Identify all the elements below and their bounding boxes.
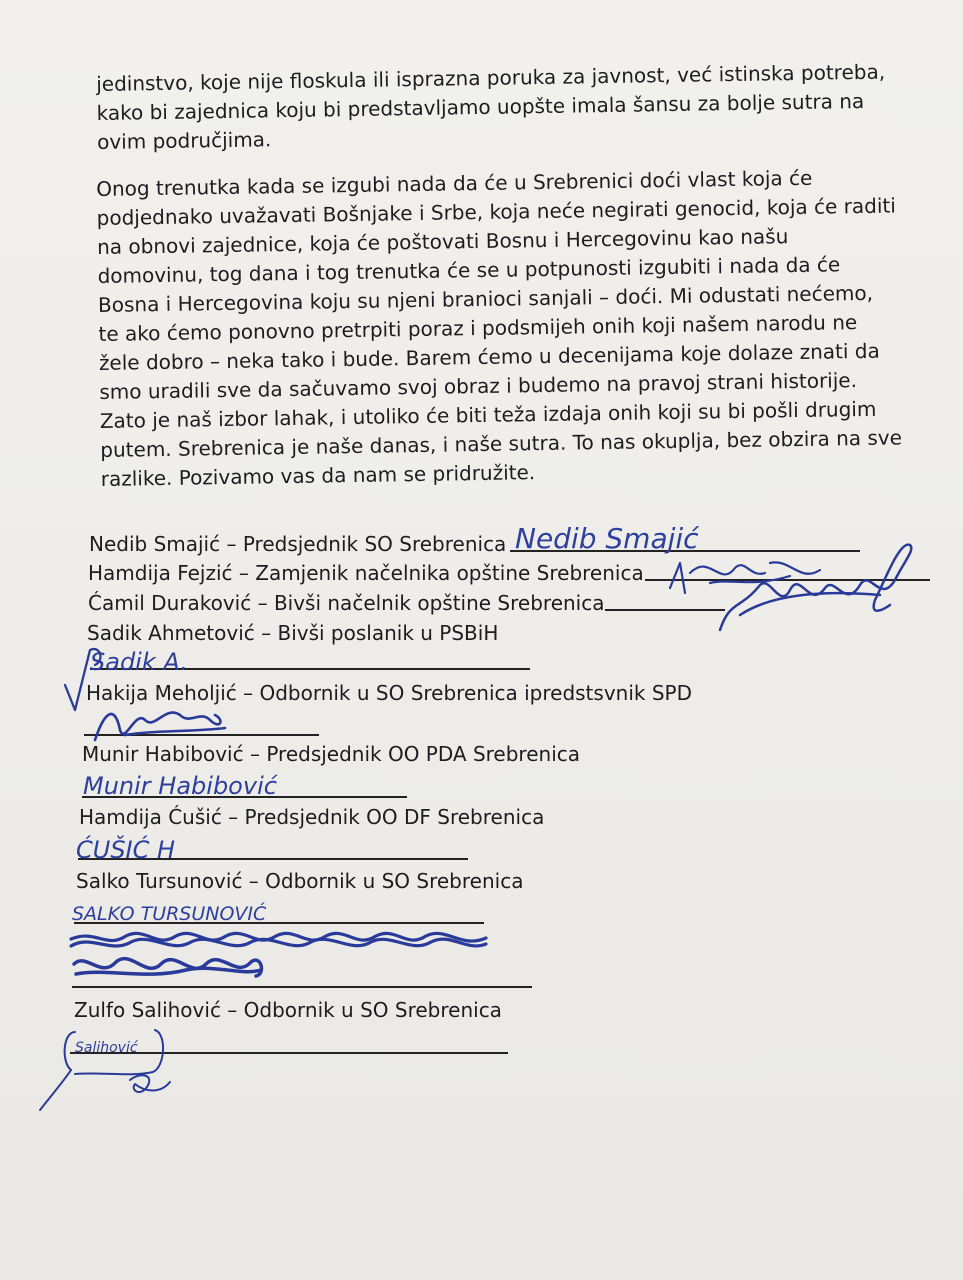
- signatory-line: Munir Habibović – Predsjednik OO PDA Srebrenica: [82, 742, 581, 766]
- svg-text:SALKO TURSUNOVIĆ: SALKO TURSUNOVIĆ: [72, 903, 267, 925]
- svg-text:ĆUŠIĆ H: ĆUŠIĆ H: [76, 836, 176, 864]
- main-paragraph: [96, 162, 901, 494]
- signatory-line: Nedib Smajić – Predsjednik SO Srebrenica: [89, 532, 507, 556]
- signatory-line: Ćamil Duraković – Bivši načelnik opštine Srebrenica: [88, 591, 605, 615]
- signatory-line: Zulfo Salihović – Odbornik u SO Srebrenica: [74, 998, 502, 1022]
- svg-text:Salihović: Salihović: [75, 1040, 138, 1056]
- signatory-line: Sadik Ahmetović – Bivši poslanik u PSBiH: [87, 621, 499, 645]
- scribbled-out-entry: [66, 924, 506, 986]
- svg-text:Sadik A.: Sadik A.: [90, 648, 188, 676]
- text-line: žele dobro – neka tako i bude. Barem ćemo u decenijama koje dolaze znati da: [98, 338, 880, 375]
- signature-cusic: [70, 822, 290, 867]
- text-line: smo uradili sve da sačuvamo svoj obraz i budemo na pravoj strani historije.: [99, 368, 858, 404]
- text-line: kako bi zajednica koju bi predstavljamo uopšte imala šansu za bolje sutra na: [96, 88, 865, 125]
- text-line: razlike. Pozivamo vas da nam se pridružite.: [100, 460, 536, 491]
- text-line: Onog trenutka kada se izgubi nada da će u Srebrenici doći vlast koja će: [96, 165, 813, 201]
- signatory-line: Hakija Meholjić – Odbornik u SO Srebrenica ipredstsvnik SPD: [86, 681, 692, 705]
- svg-text:Nedib Smajić: Nedib Smajić: [515, 522, 699, 555]
- signatory-line: Hamdija Fejzić – Zamjenik načelnika opštine Srebrenica: [88, 561, 644, 585]
- signature-munir: [75, 758, 315, 803]
- text-line: Zato je naš izbor lahak, i utoliko će biti teža izdaja onih koji su bi pošli drugim: [99, 396, 877, 433]
- signature-durakovic: [700, 540, 930, 640]
- text-line: domovinu, tog dana i tog trenutka će se u potpunosti izgubiti i nada da će: [97, 252, 841, 288]
- text-line: na obnovi zajednice, koja će poštovati Bosnu i Hercegovinu kao našu: [96, 224, 789, 259]
- text-line: jedinstvo, koje nije floskula ili isprazna poruka za javnost, već istinska potreba,: [96, 59, 886, 96]
- svg-text:Munir Habibović: Munir Habibović: [83, 772, 277, 800]
- intro-paragraph: [96, 57, 897, 157]
- text-line: putem. Srebrenica je naše danas, i naše sutra. To nas okuplja, bez obzira na sve: [100, 425, 903, 462]
- text-line: te ako ćemo ponovno pretrpiti poraz i podsmijeh onih koji našem narodu ne: [98, 310, 858, 346]
- text-line: ovim područjima.: [96, 127, 272, 154]
- text-line: Bosna i Hercegovina koju su njeni branioci sanjali – doći. Mi odustati nećemo,: [97, 280, 874, 317]
- signature-zulfo: [35, 1022, 235, 1112]
- signature-rule: [72, 986, 532, 988]
- signature-meholjic: [85, 690, 265, 750]
- signatory-line: Hamdija Ćušić – Predsjednik OO DF Srebrenica: [79, 805, 545, 829]
- text-line: podjednako uvažavati Bošnjake i Srbe, koja neće negirati genocid, koja će raditi: [96, 193, 896, 230]
- signatory-line: Salko Tursunović – Odbornik u SO Srebrenica: [76, 869, 524, 893]
